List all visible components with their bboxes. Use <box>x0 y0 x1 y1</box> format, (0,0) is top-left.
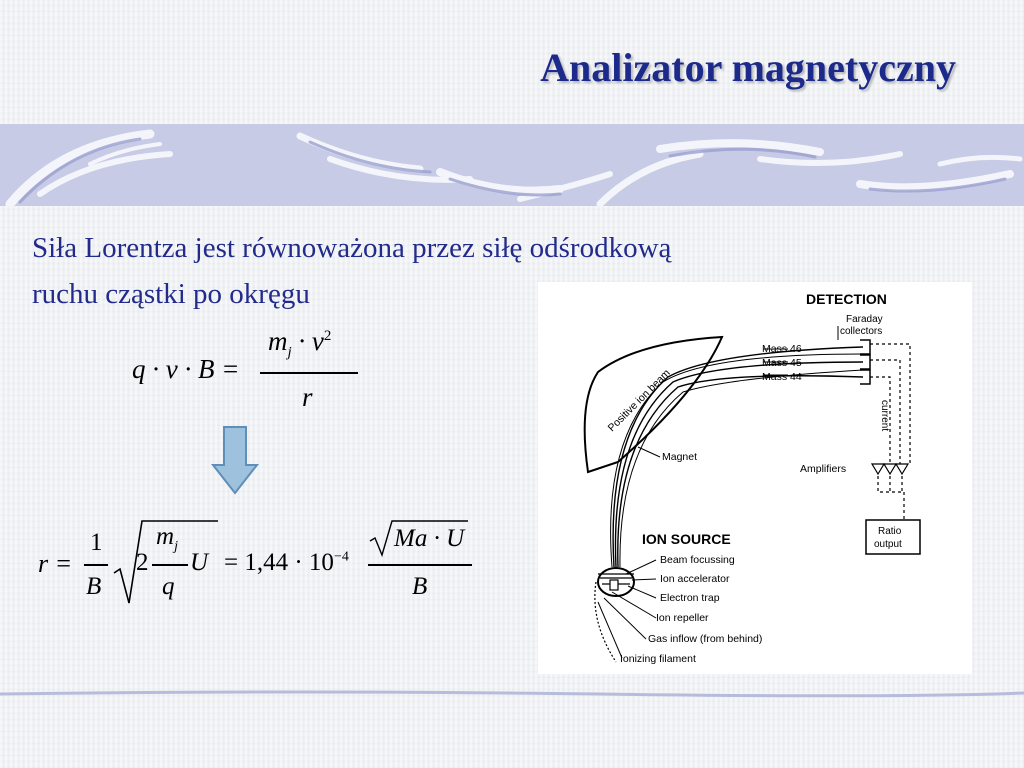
eq2-U: U <box>190 549 209 576</box>
label-ion-repeller: Ion repeller <box>656 612 709 624</box>
eq1-lhs: q · v · B = <box>132 354 240 384</box>
bottom-decorative-rule <box>0 690 1024 698</box>
label-ion-source: ION SOURCE <box>642 531 731 547</box>
label-gas-inflow: Gas inflow (from behind) <box>648 633 763 645</box>
label-amplifiers: Amplifiers <box>800 463 847 475</box>
label-ratio-1: Ratio <box>878 526 902 537</box>
label-magnet: Magnet <box>662 451 698 463</box>
label-ionizing-filament: Ionizing filament <box>620 653 696 665</box>
eq2-sqrt-arg: Ma · U <box>394 525 465 552</box>
label-faraday-2: collectors <box>840 326 883 337</box>
eq2-B: B <box>86 573 102 600</box>
label-beam-focussing: Beam focussing <box>660 554 735 566</box>
body-line-2: ruchu cząstki po okręgu <box>32 278 310 310</box>
eq2-two: 2 <box>136 549 149 576</box>
eq1-fraction-bar <box>260 372 358 374</box>
eq1-numerator: $m_j \cdot v^2$ <box>268 326 332 361</box>
equation-radius <box>38 515 478 610</box>
label-faraday-1: Faraday <box>846 314 883 325</box>
amplifier-triangles <box>872 464 908 474</box>
eq2-frac2-bar <box>152 564 188 566</box>
label-electron-trap: Electron trap <box>660 592 720 604</box>
diagram-svg <box>538 282 972 674</box>
down-arrow-icon <box>210 425 260 497</box>
body-line-1: Siła Lorentza jest równoważona przez siłę odśrodkową <box>32 232 672 264</box>
label-mass-44: Mass 44 <box>762 371 802 383</box>
decorative-band <box>0 124 1024 206</box>
eq2-den-B: B <box>412 573 428 600</box>
label-ion-accelerator: Ion accelerator <box>660 573 730 585</box>
band-swoosh-decoration <box>0 124 1024 206</box>
slide-title: Analizator magnetyczny <box>540 45 956 90</box>
label-current: current <box>879 400 890 432</box>
eq2-coefficient: = $1,44 \cdot 10^{-4}$ <box>224 549 349 576</box>
label-mass-45: Mass 45 <box>762 357 802 369</box>
eq2-frac1-bar <box>84 564 108 566</box>
label-ratio-2: output <box>874 539 902 550</box>
equation-lorentz <box>132 320 372 420</box>
mass-spectrometer-diagram <box>538 282 972 674</box>
eq2-frac3-bar <box>368 564 472 566</box>
eq2-one: 1 <box>90 529 103 556</box>
eq2-r: r = <box>38 549 73 578</box>
eq2-mj: $m_j$ <box>156 523 178 554</box>
eq1-denominator: r <box>302 382 313 412</box>
ion-source-assembly <box>595 568 634 662</box>
label-positive-ion-beam: Positive ion beam <box>605 367 673 435</box>
eq2-q: q <box>162 573 175 600</box>
signal-wires <box>870 344 910 520</box>
magnet-shape <box>585 337 722 472</box>
label-detection: DETECTION <box>806 291 887 307</box>
label-mass-46: Mass 46 <box>762 343 802 355</box>
